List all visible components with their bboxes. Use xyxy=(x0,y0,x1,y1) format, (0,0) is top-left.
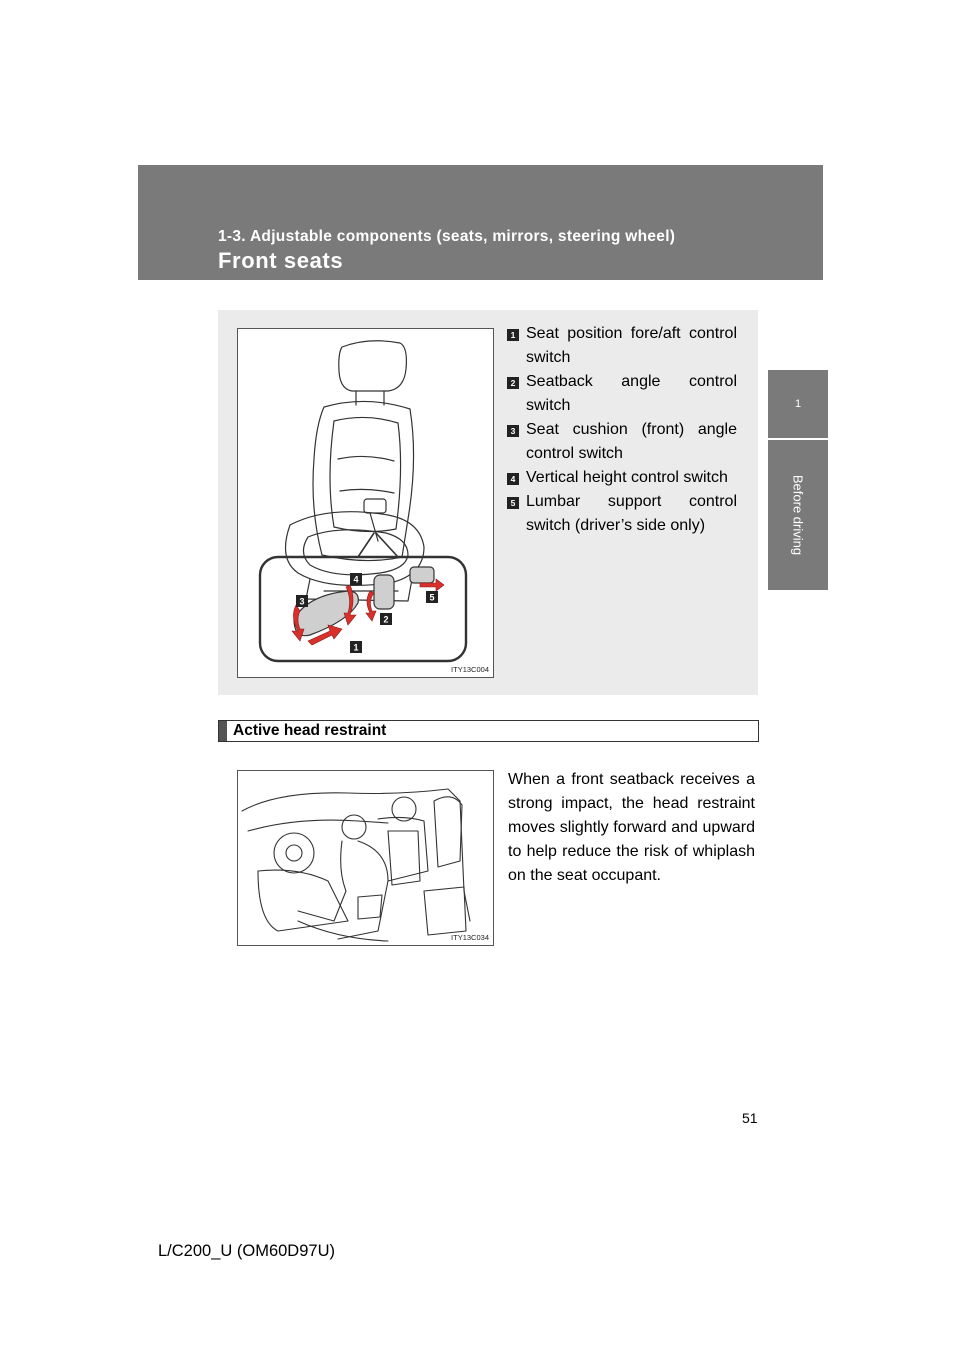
section-body: When a front seatback receives a strong impact, the head restraint moves slightly forward and upward to help reduce the risk of whiplash on the seat occupant. xyxy=(508,771,755,884)
callout-5-label: 5 xyxy=(429,592,435,603)
legend-text: Seat cushion (front) angle control switch xyxy=(526,421,737,462)
breadcrumb: 1-3. Adjustable components (seats, mirrors, steering wheel) xyxy=(218,228,676,245)
callout-4-label: 4 xyxy=(353,574,359,585)
legend-item xyxy=(507,466,737,490)
callout-2-label: 2 xyxy=(383,614,389,625)
callout-3-label: 3 xyxy=(299,596,305,607)
page-number: 51 xyxy=(742,1110,758,1126)
callout-1-label: 1 xyxy=(353,642,359,653)
legend-text: Seatback angle control switch xyxy=(526,373,737,414)
legend-badge: 5 xyxy=(507,497,519,509)
section-heading-text: Active head restraint xyxy=(233,722,387,739)
legend-badge: 3 xyxy=(507,425,519,437)
page-title: Front seats xyxy=(218,248,344,273)
legend-item xyxy=(507,370,737,418)
section-heading-bar xyxy=(219,721,227,741)
legend-item xyxy=(507,490,737,538)
legend-item xyxy=(507,418,737,466)
seat-drawing xyxy=(238,329,493,677)
legend-text: Vertical height control switch xyxy=(526,469,728,486)
section-heading xyxy=(218,720,759,742)
legend-badge: 4 xyxy=(507,473,519,485)
legend-badge: 2 xyxy=(507,377,519,389)
cabin-illustration xyxy=(237,770,494,946)
figure-code: ITY13C004 xyxy=(451,665,489,674)
chapter-tab-number[interactable] xyxy=(768,370,828,438)
chapter-number: 1 xyxy=(794,398,802,410)
legend-text: Seat position fore/aft control switch xyxy=(526,325,737,366)
legend-text: Lumbar support control switch (driver’s side only) xyxy=(526,493,737,534)
legend-badge: 1 xyxy=(507,329,519,341)
chapter-tab-label[interactable] xyxy=(768,440,828,590)
chapter-label: Before driving xyxy=(790,474,806,556)
seat-controls-legend xyxy=(507,322,737,538)
document-code: L/C200_U (OM60D97U) xyxy=(158,1242,335,1260)
seat-illustration xyxy=(237,328,494,678)
cabin-drawing xyxy=(238,771,493,945)
legend-item xyxy=(507,322,737,370)
figure-code: ITY13C034 xyxy=(451,933,489,942)
